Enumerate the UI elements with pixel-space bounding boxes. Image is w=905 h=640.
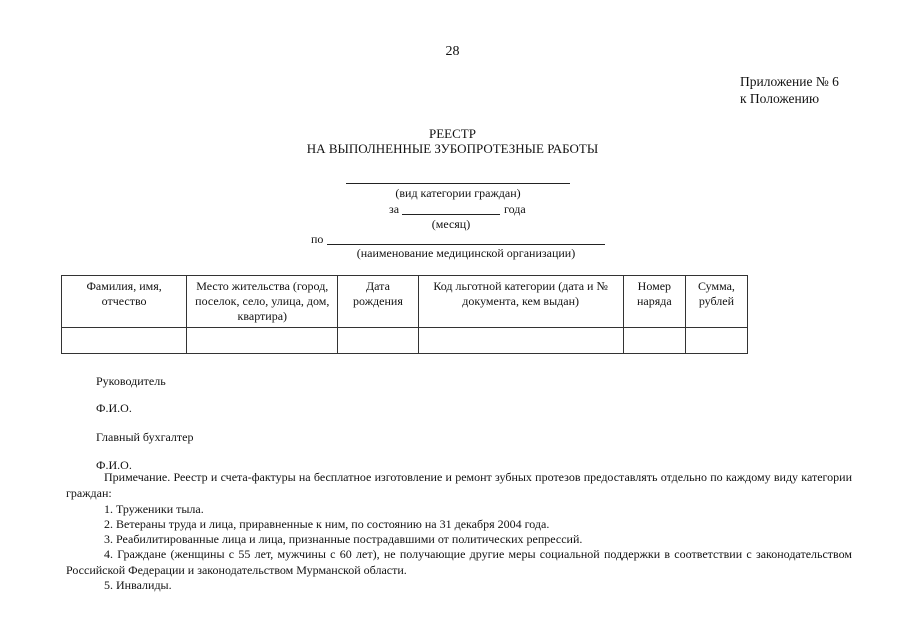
note-item-4-text: 4. Граждане (женщины с 55 лет, мужчины с 60 лет), не получающие другие меры социальной поддержки в соответствии с законодательством Российской Федерации и законодательством Мурманской области. xyxy=(66,547,852,577)
column-header-category-code: Код льготной категории (дата и № документа, кем выдан) xyxy=(418,276,623,328)
note-text: Примечание. Реестр и счета-фактуры на бесплатное изготовление и ремонт зубных протезов предоставлять отдельно по каждому виду категории граждан: xyxy=(66,470,852,500)
organization-caption: (наименование медицинской организации) xyxy=(356,246,576,260)
year-label: года xyxy=(504,202,526,216)
note-item-5: 5. Инвалиды. xyxy=(104,578,172,592)
appendix-line-1: Приложение № 6 xyxy=(740,74,839,89)
table-cell xyxy=(62,328,187,354)
month-caption: (месяц) xyxy=(431,217,471,231)
table-cell xyxy=(623,328,685,354)
note-paragraph xyxy=(66,470,852,501)
registry-table xyxy=(61,275,748,354)
appendix-heading xyxy=(740,73,839,107)
column-header-residence: Место жительства (город, поселок, село, улица, дом, квартира) xyxy=(187,276,338,328)
organization-blank-line xyxy=(327,244,605,245)
head-label: Руководитель xyxy=(96,374,166,388)
appendix-line-2: к Положению xyxy=(740,91,820,106)
note-item-3: 3. Реабилитированные лица и лица, признанные пострадавшими от политических репрессий. xyxy=(104,532,583,546)
document-title: РЕЕСТР xyxy=(429,126,476,141)
category-blank-line xyxy=(346,183,570,184)
month-blank-line xyxy=(402,214,500,215)
column-header-full-name: Фамилия, имя, отчество xyxy=(62,276,187,328)
column-header-amount: Сумма, рублей xyxy=(685,276,747,328)
table-header-row xyxy=(62,276,748,328)
accountant-name-label: Ф.И.О. xyxy=(96,458,132,472)
note-item-4 xyxy=(66,547,852,578)
accountant-label: Главный бухгалтер xyxy=(96,430,194,444)
table-cell xyxy=(418,328,623,354)
table-cell xyxy=(685,328,747,354)
document-subtitle: НА ВЫПОЛНЕННЫЕ ЗУБОПРОТЕЗНЫЕ РАБОТЫ xyxy=(306,141,599,156)
column-header-birth-date: Дата рождения xyxy=(338,276,418,328)
page-number: 28 xyxy=(445,44,460,59)
table-cell xyxy=(187,328,338,354)
by-label: по xyxy=(311,232,324,246)
column-header-order-number: Номер наряда xyxy=(623,276,685,328)
table-row xyxy=(62,328,748,354)
note-item-1: 1. Труженики тыла. xyxy=(104,502,204,516)
table-cell xyxy=(338,328,418,354)
category-caption: (вид категории граждан) xyxy=(395,186,521,200)
head-name-label: Ф.И.О. xyxy=(96,401,132,415)
for-label: за xyxy=(389,202,400,216)
note-item-2: 2. Ветераны труда и лица, приравненные к ним, по состоянию на 31 декабря 2004 года. xyxy=(104,517,550,531)
